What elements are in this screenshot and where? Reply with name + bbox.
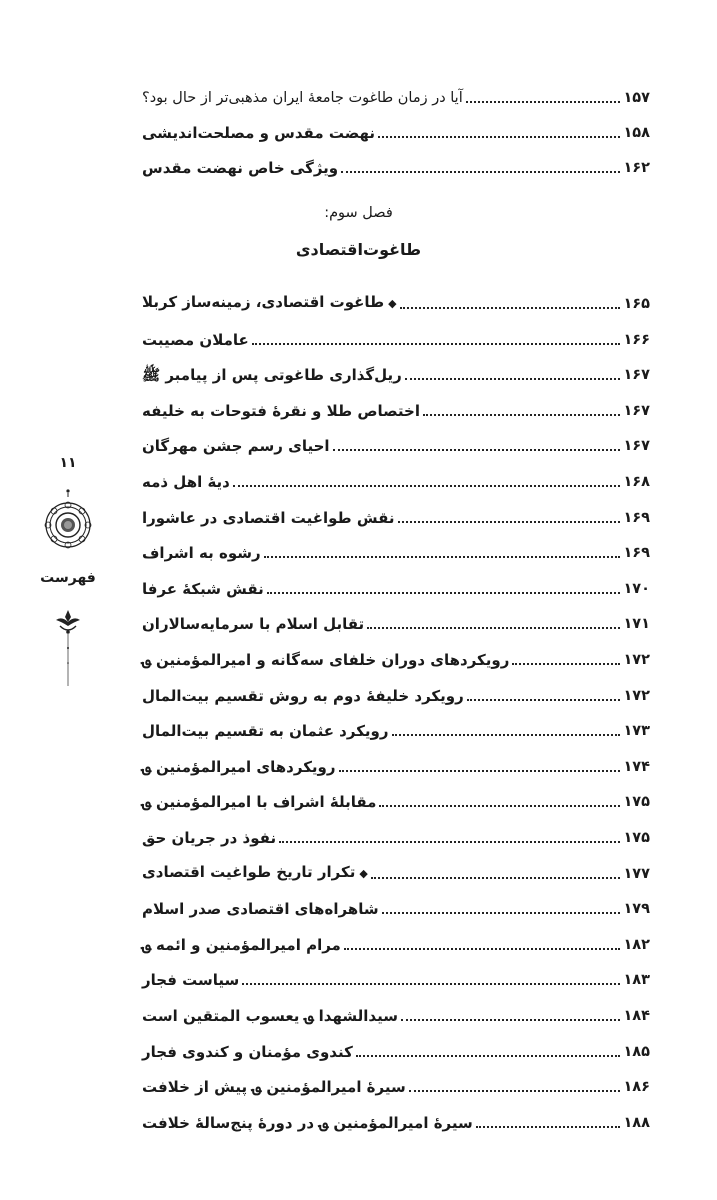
toc-entry-page: ۱۶۸: [623, 474, 650, 490]
toc-entry: [140, 893, 650, 919]
toc-entry-title-wrap: [140, 401, 420, 421]
toc-leader-dots: [401, 1019, 620, 1021]
toc-entry-title-wrap: [140, 330, 249, 350]
toc-leader-dots: [341, 171, 620, 173]
toc-leader-dots: [382, 912, 621, 914]
flourish-icon: [50, 608, 86, 688]
toc-entry-page: ۱۶۹: [623, 545, 650, 561]
toc-entry: [140, 395, 650, 421]
toc-entry-title: نقش طواغیت اقتصادی در عاشورا: [142, 509, 395, 527]
toc-leader-dots: [398, 521, 621, 523]
toc-entry-title: آیا در زمان طاغوت جامعهٔ ایران مذهبی‌تر از حال بود؟: [142, 90, 463, 106]
toc-entry: [140, 502, 650, 528]
toc-entry-page: ۱۸۵: [623, 1044, 650, 1060]
toc-entry-title-wrap: [140, 757, 336, 777]
toc-entry-page: ۱۷۳: [623, 723, 650, 739]
toc-entry-title-wrap: [140, 828, 276, 848]
toc-entry-title-wrap: [140, 686, 464, 706]
toc-entry: [140, 786, 650, 812]
toc-entry-page: ۱۸۲: [623, 937, 650, 953]
toc-entry-title-wrap: [140, 1042, 353, 1062]
chapter-label: فصل سوم:: [324, 205, 393, 221]
toc-entry-page: ۱۸۴: [623, 1008, 650, 1024]
toc-entry-page: ۱۶۲: [623, 160, 650, 176]
toc-entry-title: مرام امیرالمؤمنین و ائمه ؈: [142, 936, 341, 954]
toc-entry-title-wrap: [140, 862, 368, 884]
toc-entry-title: رویکردهای امیرالمؤمنین ؈: [142, 758, 336, 776]
toc-entry: [140, 715, 650, 741]
toc-entry-page: ۱۷۴: [623, 759, 650, 775]
toc-entry-page: ۱۵۷: [623, 90, 650, 106]
toc-entry-title-wrap: [140, 1006, 398, 1026]
toc-entry: [140, 1071, 650, 1097]
toc-entry-page: ۱۸۳: [623, 972, 650, 988]
toc-leader-dots: [405, 378, 621, 380]
toc-entry-title-wrap: [140, 614, 364, 634]
toc-entry-page: ۱۶۶: [623, 332, 650, 348]
toc-leader-dots: [392, 734, 621, 736]
toc-entry: [140, 644, 650, 670]
toc-entry-title: رشوه به اشراف: [142, 544, 261, 562]
toc-entry-page: ۱۷۲: [623, 652, 650, 668]
toc-leader-dots: [279, 841, 620, 843]
toc-leader-dots: [264, 556, 621, 558]
toc-leader-dots: [409, 1090, 621, 1092]
toc-entry-title: احیای رسم جشن مهرگان: [142, 437, 330, 455]
toc-entry-title-wrap: [140, 935, 341, 955]
toc-entry-title: مقابلهٔ اشراف با امیرالمؤمنین ؈: [142, 793, 377, 811]
toc-entry: [140, 1107, 650, 1133]
toc-entry-title-wrap: [140, 292, 397, 314]
toc-entry: [140, 1036, 650, 1062]
toc-entry-title-wrap: [140, 543, 261, 563]
toc-entry: [140, 82, 650, 108]
toc-entry-title-wrap: [140, 899, 379, 919]
toc-entry-title-wrap: [140, 508, 395, 528]
toc-entry: [140, 117, 650, 143]
toc-leader-dots: [379, 805, 620, 807]
toc-entry-page: ۱۷۲: [623, 688, 650, 704]
toc-leader-dots: [400, 307, 621, 309]
toc-entry-title: اختصاص طلا و نقرهٔ فتوحات به خلیفه: [142, 402, 420, 420]
toc-entry-page: ۱۷۵: [623, 830, 650, 846]
toc-entry-title: سیاست فجار: [142, 971, 240, 989]
toc-entry-page: ۱۷۱: [623, 616, 650, 632]
toc-entry: [140, 822, 650, 848]
toc-entry-page: ۱۸۸: [623, 1115, 650, 1131]
toc-entry: [140, 152, 650, 178]
toc-entry-title: طاغوت اقتصادی، زمینه‌ساز کربلا: [142, 293, 385, 311]
toc-entry-page: ۱۵۸: [623, 125, 650, 141]
toc-entry-title: ویژگی خاص نهضت مقدس: [142, 159, 339, 177]
toc-entry: [140, 858, 650, 884]
toc-entry: [140, 537, 650, 563]
ornament-icon: [38, 485, 98, 555]
toc-entry-title: تقابل اسلام با سرمایه‌سالاران: [142, 615, 365, 633]
toc-entry: [140, 964, 650, 990]
toc-entry-page: ۱۶۷: [623, 438, 650, 454]
toc-entry-title: کندوی مؤمنان و کندوی فجار: [142, 1043, 353, 1061]
toc-entry-title: نهضت مقدس و مصلحت‌اندیشی: [142, 124, 376, 142]
toc-entry-title: رویکرد خلیفهٔ دوم به روش تقسیم بیت‌المال: [142, 687, 464, 705]
toc-leader-dots: [333, 449, 621, 451]
toc-leader-dots: [233, 485, 621, 487]
toc-entry-title: رویکرد عثمان به تقسیم بیت‌المال: [142, 722, 389, 740]
toc-entry: [140, 751, 650, 777]
toc-entry-page: ۱۶۹: [623, 510, 650, 526]
toc-leader-dots: [339, 770, 621, 772]
toc-entry-page: ۱۶۵: [623, 296, 650, 312]
toc-entry-title: سیرهٔ امیرالمؤمنین ؈ پیش از خلافت: [142, 1078, 406, 1096]
toc-entry-title: نفوذ در جریان حق: [142, 829, 277, 847]
toc-leader-dots: [512, 663, 620, 665]
toc-leader-dots: [467, 699, 621, 701]
toc-entry-title-wrap: [140, 365, 402, 385]
toc-entry-title: سیدالشهدا ؈ یعسوب المتقین است: [142, 1007, 398, 1025]
chapter-title: طاغوت‌اقتصادی: [295, 240, 422, 259]
toc-entry-title-wrap: [140, 1077, 406, 1097]
toc-entry-title-wrap: [140, 970, 239, 990]
section-label: فهرست: [40, 570, 96, 586]
bullet-icon: ◆: [388, 297, 397, 310]
toc-leader-dots: [371, 877, 621, 879]
toc-entry: [140, 608, 650, 634]
toc-entry-page: ۱۷۷: [623, 866, 650, 882]
toc-entry-title-wrap: [140, 472, 230, 492]
toc-entry-title: سیرهٔ امیرالمؤمنین ؈ در دورهٔ پنج‌سالهٔ خلافت: [142, 1114, 473, 1132]
toc-entry: [140, 680, 650, 706]
toc-entry: [140, 288, 650, 314]
toc-leader-dots: [267, 592, 621, 594]
toc-entry-title: شاهراه‌های اقتصادی صدر اسلام: [142, 900, 379, 918]
toc-entry-title-wrap: [140, 650, 509, 670]
toc-leader-dots: [344, 948, 621, 950]
toc-entry: [140, 573, 650, 599]
toc-entry-title: عاملان مصیبت: [142, 331, 249, 349]
toc-entry-page: ۱۷۹: [623, 901, 650, 917]
toc-entry-title: ریل‌گذاری طاغوتی پس از پیامبر ﷺ: [142, 366, 402, 384]
toc-entry: [140, 1000, 650, 1026]
page-number: ۱۱: [59, 455, 77, 471]
toc-leader-dots: [423, 414, 620, 416]
toc-entry-page: ۱۷۵: [623, 794, 650, 810]
toc-leader-dots: [356, 1055, 621, 1057]
toc-entry: [140, 929, 650, 955]
toc-leader-dots: [252, 343, 621, 345]
toc-entry-title: نقش شبکهٔ عرفا: [142, 580, 264, 598]
toc-entry-title: دیهٔ اهل ذمه: [142, 473, 230, 491]
toc-entry: [140, 324, 650, 350]
toc-entry-page: ۱۸۶: [623, 1079, 650, 1095]
toc-leader-dots: [466, 101, 621, 103]
toc-leader-dots: [367, 627, 620, 629]
toc-entry-title-wrap: [140, 792, 376, 812]
toc-leader-dots: [476, 1126, 621, 1128]
toc-leader-dots: [242, 983, 620, 985]
toc-entry-title-wrap: [140, 579, 264, 599]
toc-entry-page: ۱۷۰: [623, 581, 650, 597]
toc-entry-title-wrap: [140, 721, 389, 741]
toc-entry-title: تکرار تاریخ طواغیت اقتصادی: [142, 863, 356, 881]
toc-entry: [140, 466, 650, 492]
toc-entry-title: رویکردهای دوران خلفای سه‌گانه و امیرالمؤمنین ؈: [142, 651, 510, 669]
bullet-icon: ◆: [359, 867, 368, 880]
toc-entry-page: ۱۶۷: [623, 403, 650, 419]
toc-leader-dots: [378, 136, 620, 138]
toc-entry-title-wrap: [140, 436, 330, 456]
toc-entry: [140, 430, 650, 456]
toc-entry-page: ۱۶۷: [623, 367, 650, 383]
toc-entry-title-wrap: [140, 1113, 473, 1133]
toc-entry: [140, 359, 650, 385]
